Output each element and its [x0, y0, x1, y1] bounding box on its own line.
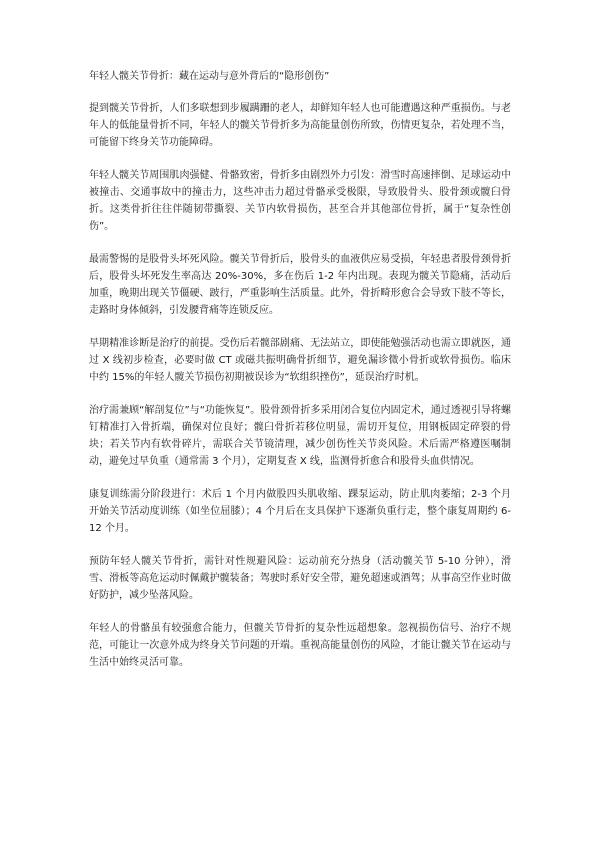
paragraph-cause: 年轻人髋关节周围肌肉强健、骨骼致密，骨折多由剧烈外力引发：滑雪时高速摔倒、足球运动中被撞击、交通事故中的撞击力，这些冲击力超过骨骼承受极限，导致股骨头、股骨颈或髋臼骨折。这类骨折往往伴随韧带撕裂、关节内软骨损伤，甚至合并其他部位骨折，属于“复杂性创伤”。 [89, 170, 511, 232]
paragraph-diagnosis: 早期精准诊断是治疗的前提。受伤后若髋部剧痛、无法站立，即使能勉强活动也需立即就医，通过 X 线初步检查，必要时做 CT 或磁共振明确骨折细节，避免漏诊微小骨折或软骨损伤。临床中约 15%的年轻人髋关节损伤初期被误诊为“软组织挫伤”，延误治疗时机。 [89, 338, 511, 383]
paragraph-rehab: 康复训练需分阶段进行：术后 1 个月内做股四头肌收缩、踝泵运动，防止肌肉萎缩；2-3 个月开始关节活动度训练（如坐位屈膝）；4 个月后在支具保护下逐渐负重行走，整个康复周期约 6-12 个月。 [89, 489, 511, 534]
paragraph-intro: 提到髋关节骨折，人们多联想到步履蹒跚的老人，却鲜知年轻人也可能遭遇这种严重损伤。与老年人的低能量骨折不同，年轻人的髋关节骨折多为高能量创伤所致，伤情更复杂，若处理不当，可能留下终身关节功能障碍。 [89, 103, 511, 148]
paragraph-risk: 最需警惕的是股骨头坏死风险。髋关节骨折后，股骨头的血液供应易受损，年轻患者股骨颈骨折后，股骨头坏死发生率高达 20%-30%，多在伤后 1-2 年内出现。表现为髋关节隐痛，活动后加重，晚期出现关节僵硬、跛行，严重影响生活质量。此外，骨折畸形愈合会导致下肢不等长，走路时身体倾斜，引发腰背痛等连锁反应。 [89, 254, 511, 316]
article-body [89, 68, 511, 687]
article-title: 年轻人髋关节骨折：藏在运动与意外背后的“隐形创伤” [89, 71, 330, 82]
paragraph-conclusion: 年轻人的骨骼虽有较强愈合能力，但髋关节骨折的复杂性远超想象。忽视损伤信号、治疗不规范，可能让一次意外成为终身关节问题的开端。重视高能量创伤的风险，才能让髋关节在运动与生活中始终灵活可靠。 [89, 623, 511, 668]
paragraph-treatment: 治疗需兼顾“解剖复位”与“功能恢复”。股骨颈骨折多采用闭合复位内固定术，通过透视引导将螺钉精准打入骨折端，确保对位良好；髋臼骨折若移位明显，需切开复位，用钢板固定碎裂的骨块；若关节内有软骨碎片，需联合关节镜清理，减少创伤性关节炎风险。术后需严格遵医嘱制动，避免过早负重（通常需 3 个月），定期复查 X 线，监测骨折愈合和股骨头血供情况。 [89, 405, 511, 467]
paragraph-prevention: 预防年轻人髋关节骨折，需针对性规避风险：运动前充分热身（活动髋关节 5-10 分钟），滑雪、滑板等高危运动时佩戴护髋装备；驾驶时系好安全带，避免超速或酒驾；从事高空作业时做好防护，减少坠落风险。 [89, 556, 511, 601]
